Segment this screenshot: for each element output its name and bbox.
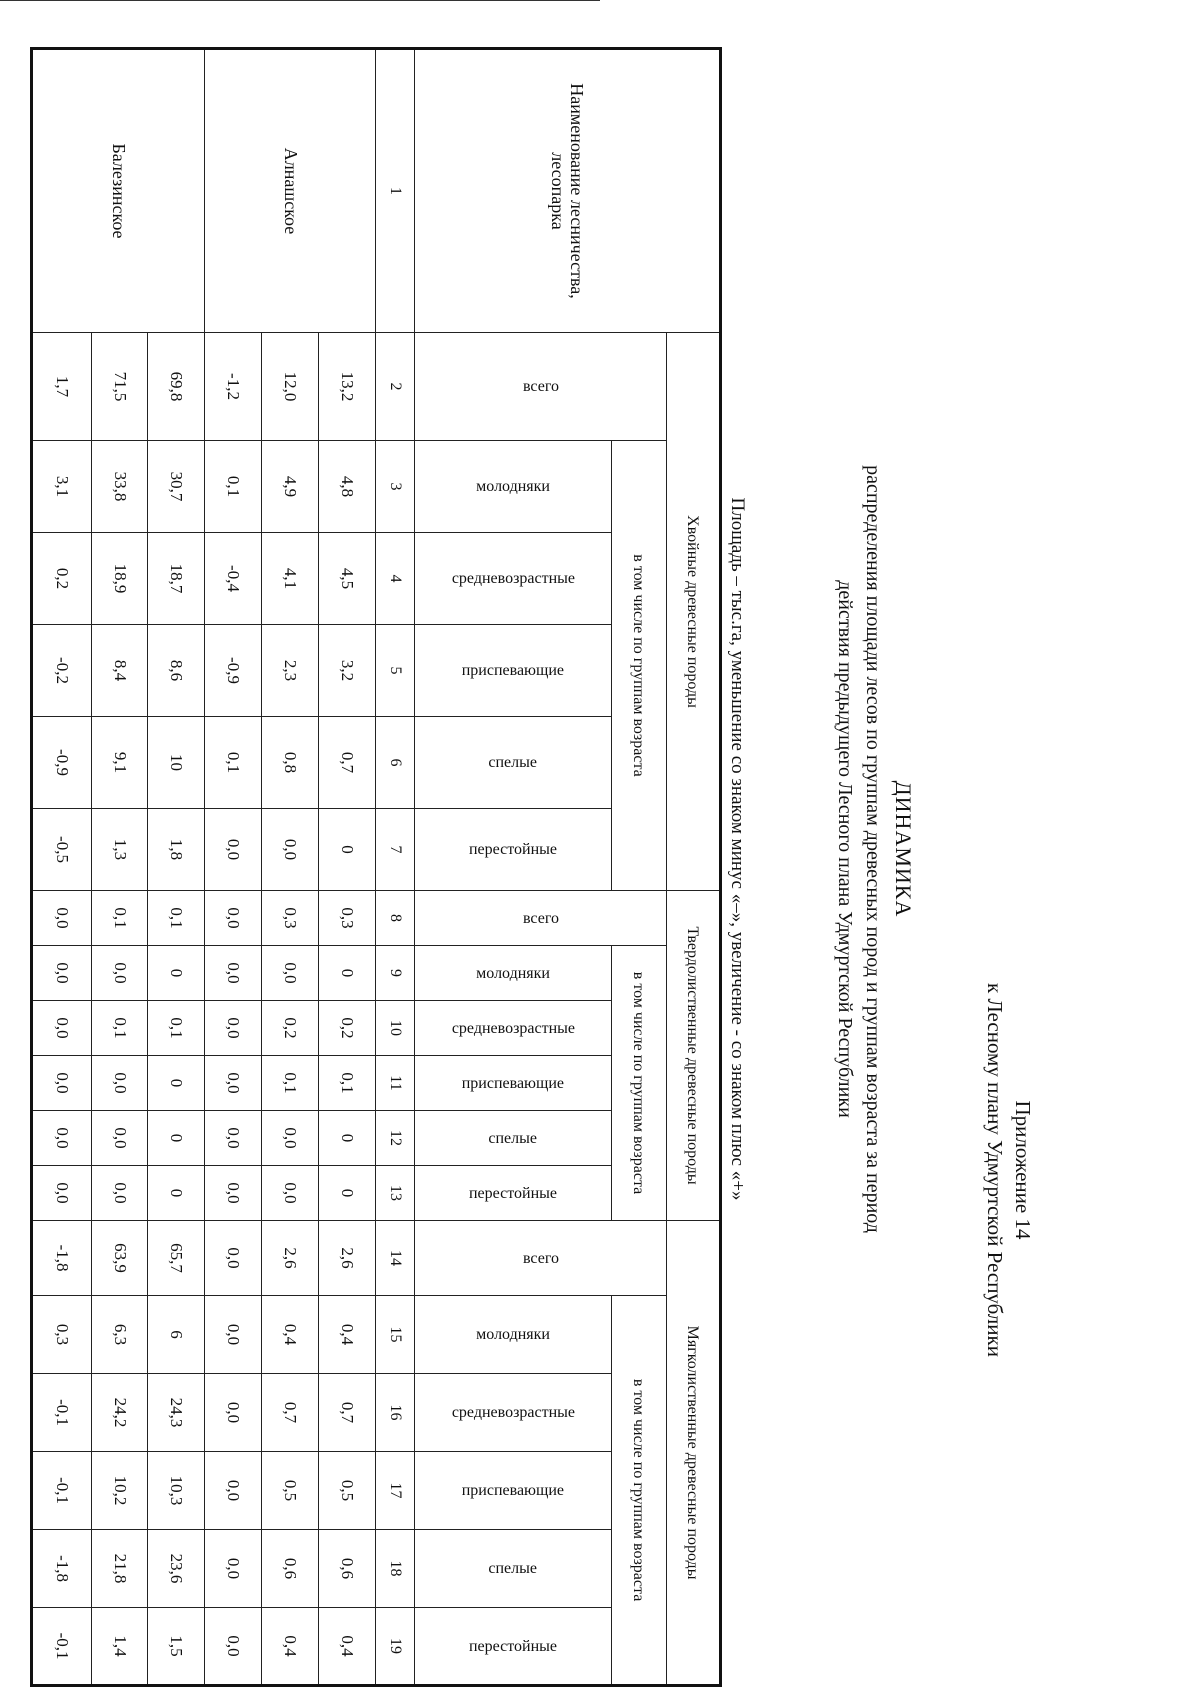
table-cell: 0,0 [32,1111,92,1166]
table-cell: 0,0 [262,1166,319,1221]
header-softwood-age-groups: в том числе по группам возраста [612,1296,667,1686]
table-cell: 18,9 [91,533,148,625]
header-age-group: перестойные [415,1166,612,1221]
header-age-group: перестойные [415,1608,612,1686]
table-cell: 71,5 [91,333,148,441]
appendix-note [981,820,1037,1520]
table-cell: 0,4 [319,1608,376,1686]
table-cell: 0,1 [262,1056,319,1111]
header-hardwood-total: всего [415,891,667,946]
table-cell: 0,0 [205,1001,262,1056]
table-cell: 6 [148,1296,205,1374]
table-cell: 4,9 [262,441,319,533]
column-number-row [376,49,415,1686]
table-cell: 2,6 [262,1221,319,1296]
header-age-group: средневозрастные [415,1374,612,1452]
column-number-cell: 9 [376,946,415,1001]
table-cell: -1,2 [205,333,262,441]
table-cell: 0,2 [319,1001,376,1056]
table-cell: 0,0 [32,891,92,946]
table-cell: 0,0 [205,1221,262,1296]
table-row [148,49,205,1686]
table-cell: 0,0 [262,946,319,1001]
header-age-group: средневозрастные [415,533,612,625]
table-cell: 0,1 [205,717,262,809]
column-number-cell: 2 [376,333,415,441]
table-cell: -0,1 [32,1374,92,1452]
table-cell: 6,3 [91,1296,148,1374]
table-cell: 30,7 [148,441,205,533]
table-cell: 0,4 [262,1608,319,1686]
document-title: ДИНАМИКА [891,780,916,918]
table-cell: -0,4 [205,533,262,625]
table-cell: 10,3 [148,1452,205,1530]
table-cell: 0,7 [262,1374,319,1452]
table-cell: 0,0 [91,1056,148,1111]
table-cell: 1,7 [32,333,92,441]
table-cell: 0,0 [32,1166,92,1221]
table-cell: 0,3 [319,891,376,946]
column-number-cell: 19 [376,1608,415,1686]
table-cell: 0,1 [91,891,148,946]
appendix-line-1: Приложение 14 [1011,1100,1035,1240]
table-cell: -1,8 [32,1530,92,1608]
table-cell: 0,2 [32,533,92,625]
table-cell: 0,3 [262,891,319,946]
column-number-cell: 6 [376,717,415,809]
table-cell: 3,1 [32,441,92,533]
table-cell: 69,8 [148,333,205,441]
table-cell: 0,0 [205,1056,262,1111]
header-softwood-total: всего [415,1221,667,1296]
table-cell: 0,6 [319,1530,376,1608]
column-number-cell: 4 [376,533,415,625]
table-cell: 0,1 [91,1001,148,1056]
document-heading [832,0,918,1698]
table-cell: 0 [148,1166,205,1221]
header-conifer-total: всего [415,333,667,441]
table-cell: -0,5 [32,809,92,891]
column-number-cell: 18 [376,1530,415,1608]
table-cell: 12,0 [262,333,319,441]
header-name: Наименование лесничества, лесопарка [415,49,721,333]
table-cell: 21,8 [91,1530,148,1608]
header-conifer: Хвойные древесные породы [667,333,721,891]
table-cell: 2,6 [319,1221,376,1296]
header-age-group: приспевающие [415,625,612,717]
appendix-line-2: к Лесному плану Удмуртской Республики [983,983,1007,1357]
table-cell: 0,5 [262,1452,319,1530]
header-conifer-age-groups: в том числе по группам возраста [612,441,667,891]
table-row [319,49,376,1686]
header-age-group: перестойные [415,809,612,891]
column-number-cell: 3 [376,441,415,533]
dynamics-table [30,47,722,1687]
table-cell: 2,3 [262,625,319,717]
column-number-cell: 5 [376,625,415,717]
table-cell: 13,2 [319,333,376,441]
table-cell: 0,0 [262,1111,319,1166]
table-cell: -0,9 [32,717,92,809]
table-cell: 0 [319,946,376,1001]
table-cell: 10,2 [91,1452,148,1530]
table-cell: 4,1 [262,533,319,625]
table-cell: 10 [148,717,205,809]
header-age-group: приспевающие [415,1452,612,1530]
title-line-1: распределения площади лесов по группам древесных пород и группам возраста за период [862,465,884,1233]
column-number-cell: 7 [376,809,415,891]
header-age-group: приспевающие [415,1056,612,1111]
table-cell: 0,1 [319,1056,376,1111]
table-cell: 63,9 [91,1221,148,1296]
header-age-group: молодняки [415,946,612,1001]
header-age-group: молодняки [415,1296,612,1374]
table-cell: 0,0 [205,1452,262,1530]
table-cell: 0,0 [205,891,262,946]
table-cell: 0,0 [205,1374,262,1452]
table-cell: 0 [148,1056,205,1111]
table-cell: 0,4 [262,1296,319,1374]
table-cell: 23,6 [148,1530,205,1608]
column-number-cell: 12 [376,1111,415,1166]
column-number-cell: 13 [376,1166,415,1221]
table-cell: 18,7 [148,533,205,625]
table-cell: 0,1 [148,1001,205,1056]
forestry-name: Балезинское [32,49,205,333]
table-cell: 65,7 [148,1221,205,1296]
header-softwood: Мягколиственные древесные породы [667,1221,721,1686]
table-cell: -0,1 [32,1452,92,1530]
header-hardwood: Твердолиственные древесные породы [667,891,721,1221]
table-cell: 0 [319,1111,376,1166]
table-cell: 4,5 [319,533,376,625]
table-cell: 24,3 [148,1374,205,1452]
units-note: Площадь – тыс.га, уменьшение со знаком минус «–», увеличение - со знаком плюс «+» [727,497,748,1201]
column-number-cell: 10 [376,1001,415,1056]
table-cell: 0,0 [32,946,92,1001]
column-number-cell: 14 [376,1221,415,1296]
table-cell: 3,2 [319,625,376,717]
column-number-cell: 16 [376,1374,415,1452]
table-cell: 0,1 [148,891,205,946]
table-cell: 1,4 [91,1608,148,1686]
table-cell: 0,7 [319,717,376,809]
header-age-group: спелые [415,717,612,809]
table-cell: 0,8 [262,717,319,809]
table-cell: 0 [319,809,376,891]
table-cell: 33,8 [91,441,148,533]
table-cell: 0,2 [262,1001,319,1056]
table-cell: 0,7 [319,1374,376,1452]
table-cell: 0,0 [205,809,262,891]
table-cell: 0,0 [262,809,319,891]
table-cell: -1,8 [32,1221,92,1296]
table-cell: 0,0 [91,1166,148,1221]
table-cell: 0,4 [319,1296,376,1374]
table-cell: 0,3 [32,1296,92,1374]
header-age-group: спелые [415,1530,612,1608]
table-cell: -0,2 [32,625,92,717]
table-cell: 0,0 [205,1296,262,1374]
table-cell: 1,8 [148,809,205,891]
header-hardwood-age-groups: в том числе по группам возраста [612,946,667,1221]
column-number-cell: 11 [376,1056,415,1111]
forestry-name: Алнашское [205,49,376,333]
table-cell: 0,0 [205,1111,262,1166]
table-cell: 0,0 [91,946,148,1001]
header-row-groups [667,49,721,1686]
table-cell: 1,3 [91,809,148,891]
column-number-cell: 8 [376,891,415,946]
table-cell: 24,2 [91,1374,148,1452]
column-number-cell: 17 [376,1452,415,1530]
table-cell: 0,0 [32,1056,92,1111]
table-cell: 0,0 [32,1001,92,1056]
table-cell: 8,4 [91,625,148,717]
table-cell: 0 [148,1111,205,1166]
table-cell: 4,8 [319,441,376,533]
table-cell: 0,0 [91,1111,148,1166]
column-number-cell: 1 [376,49,415,333]
table-cell: 0,0 [205,1166,262,1221]
table-cell: 0,0 [205,1530,262,1608]
header-age-group: спелые [415,1111,612,1166]
column-number-cell: 15 [376,1296,415,1374]
table-cell: 0,0 [205,946,262,1001]
title-line-2: действия предыдущего Лесного плана Удмуртской Республики [834,580,856,1118]
table-cell: -0,9 [205,625,262,717]
header-age-group: средневозрастные [415,1001,612,1056]
header-age-group: молодняки [415,441,612,533]
table-cell: 0,1 [205,441,262,533]
table-cell: 8,6 [148,625,205,717]
table-cell: 0,0 [205,1608,262,1686]
table-cell: 0 [148,946,205,1001]
table-cell: -0,1 [32,1608,92,1686]
table-cell: 0 [319,1166,376,1221]
table-cell: 9,1 [91,717,148,809]
table-cell: 1,5 [148,1608,205,1686]
table-cell: 0,5 [319,1452,376,1530]
table-cell: 0,6 [262,1530,319,1608]
